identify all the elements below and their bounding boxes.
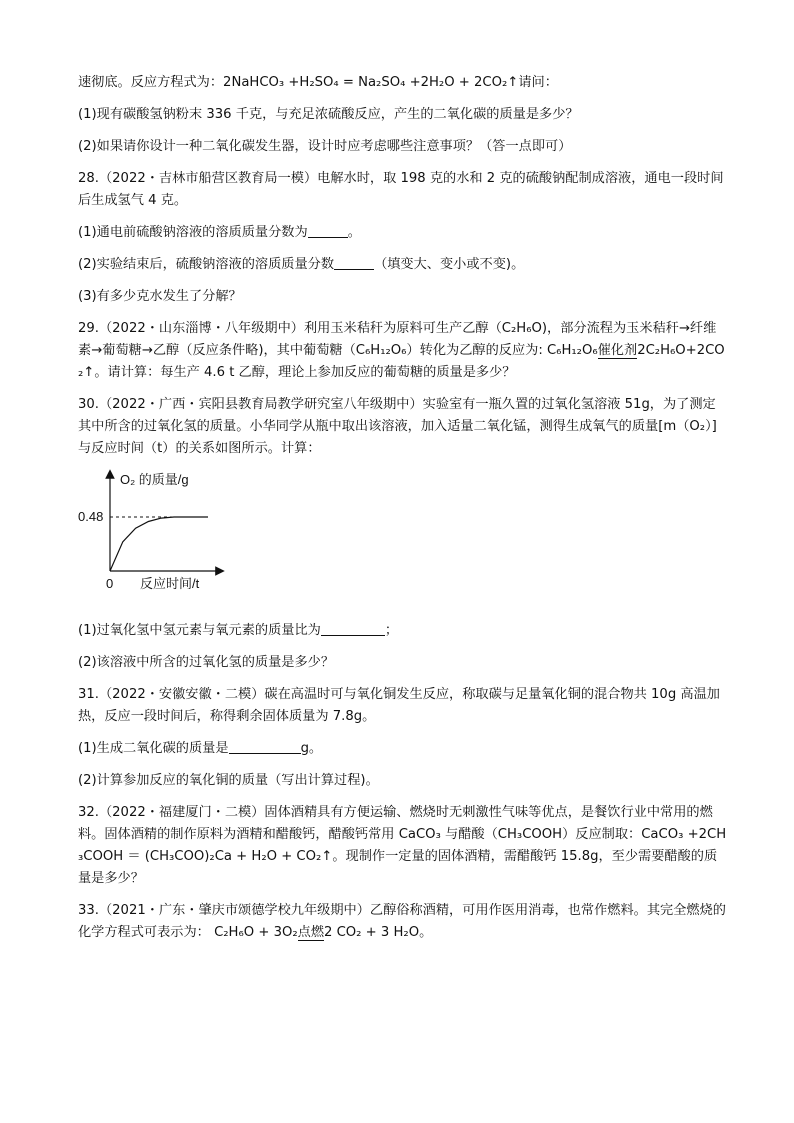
q33-stem: 33.（2021・广东・肇庆市颂德学校九年级期中）乙醇俗称酒精，可用作医用消毒，也常作燃料。其完全燃烧的化学方程式可表示为： C₂H₆O + 3O₂点燃2 CO₂ + 3 H₂O。 — [78, 903, 726, 940]
q30-sub2: (2)该溶液中所含的过氧化氢的质量是多少？ — [78, 655, 335, 670]
q30-stem: 30.（2022・广西・宾阳县教育局教学研究室八年级期中）实验室有一瓶久置的过氧化氢溶液 51g，为了测定其中所含的过氧化氢的质量。小华同学从瓶中取出该溶液，加入适量二氧化锰，测得生成氧气的质量[m（O₂）]与反应时间（t）的关系如图所示。计算： — [78, 397, 717, 456]
q27-sub2: (2)如果请你设计一种二氧化碳发生器，设计时应考虑哪些注意事项？（答一点即可） — [78, 139, 572, 154]
origin-label: 0 — [106, 576, 114, 591]
reaction-condition-catalyst: 催化剂 — [597, 343, 638, 358]
answer-blank[interactable] — [308, 223, 348, 238]
answer-blank[interactable] — [334, 255, 374, 270]
q32-stem: 32.（2022・福建厦门・二模）固体酒精具有方便运输、燃烧时无刺激性气味等优点，是餐饮行业中常用的燃料。固体酒精的制作原料为酒精和醋酸钙，醋酸钙常用 CaCO₃ 与醋酸（CH₃COOH）反应制取：CaCO₃ +2CH₃COOH ＝ (CH₃COO)₂Ca + H₂O + CO₂↑。现制作一定量的固体酒精，需醋酸钙 15.8g，至少需要醋酸的质量是多少？ — [78, 805, 727, 886]
q27-equation-line: 速彻底。反应方程式为：2NaHCO₃ +H₂SO₄ = Na₂SO₄ +2H₂O + 2CO₂↑请问： — [78, 75, 558, 90]
oxygen-mass-graph — [78, 466, 228, 596]
q28-sub1: (1)通电前硫酸钠溶液的溶质质量分数为 。 — [78, 225, 361, 240]
answer-blank[interactable] — [321, 621, 385, 636]
q29-stem: 29.（2022・山东淄博・八年级期中）利用玉米秸秆为原料可生产乙醇（C₂H₆O)，部分流程为玉米秸秆→纤维素→葡萄糖→乙醇（反应条件略)，其中葡萄糖（C₆H₁₂O₆）转化为乙醇的反应为: C₆H₁₂O₆催化剂2C₂H₆O+2CO₂↑。请计算：每生产 4.6 t 乙醇，理论上参加反应的葡萄糖的质量是多少？ — [78, 321, 725, 380]
q31-sub2: (2)计算参加反应的氧化铜的质量（写出计算过程)。 — [78, 773, 379, 788]
y-tick-label: 0.48 — [78, 509, 104, 524]
x-axis-label: 反应时间/t — [140, 576, 200, 591]
reaction-condition-ignite: 点燃 — [297, 925, 325, 940]
answer-blank[interactable] — [229, 739, 301, 754]
q28-sub2: (2)实验结束后，硫酸钠溶液的溶质质量分数 （填变大、变小或不变)。 — [78, 257, 525, 272]
oxygen-curve — [110, 517, 208, 571]
q28-stem: 28.（2022・吉林市船营区教育局一模）电解水时，取 198 克的水和 2 克的硫酸钠配制成溶液，通电一段时间后生成氢气 4 克。 — [78, 171, 724, 208]
y-axis-label: O₂ 的质量/g — [120, 472, 189, 487]
q28-sub3: (3)有多少克水发生了分解？ — [78, 289, 242, 304]
q31-stem: 31.（2022・安徽安徽・二模）碳在高温时可与氧化铜发生反应，称取碳与足量氧化铜的混合物共 10g 高温加热，反应一段时间后，称得剩余固体质量为 7.8g。 — [78, 687, 720, 724]
q27-sub1: (1)现有碳酸氢钠粉末 336 千克，与充足浓硫酸反应，产生的二氧化碳的质量是多少？ — [78, 107, 579, 122]
q31-sub1: (1)生成二氧化碳的质量是 g。 — [78, 741, 323, 756]
q30-sub1: (1)过氧化氢中氢元素与氧元素的质量比为 ； — [78, 623, 399, 638]
